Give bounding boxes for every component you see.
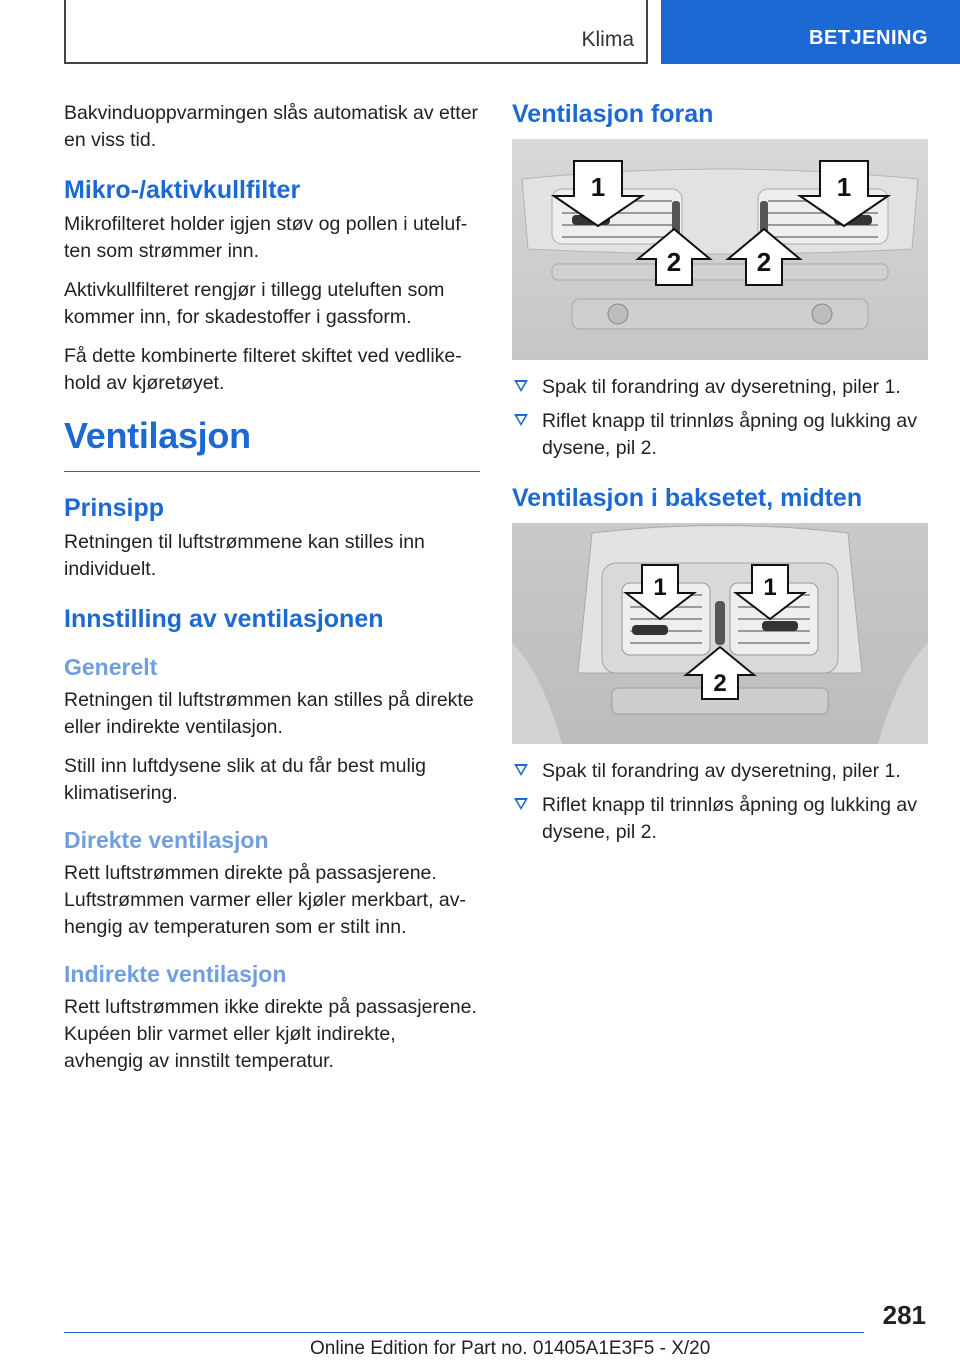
front-vent-heading: Ventilasjon foran [512, 100, 714, 128]
footer-divider [64, 1332, 864, 1333]
bullet-triangle-icon [514, 414, 528, 426]
bullet-triangle-icon [514, 380, 528, 392]
front-arrow-label-1b: 1 [836, 172, 852, 202]
list-item [512, 792, 928, 846]
rear-arrow-label-1a: 1 [653, 574, 667, 601]
front-vent-list [512, 374, 928, 462]
indirect-heading: Indirekte ventilasjon [64, 961, 287, 987]
rear-arrow-label-1b: 1 [763, 574, 777, 601]
direct-text: Rett luftstrømmen direkte på passasjerene. Luftstrømmen varmer eller kjøler merkbart, avhengig av temperaturen som er stilt inn. [64, 862, 466, 938]
front-arrow-label-2a: 2 [666, 247, 682, 277]
section-title: Klima [581, 28, 634, 51]
rear-bullet-1: Spak til forandring av dyseretning, piler 1. [542, 760, 901, 782]
rear-bullet-2: Riflet knapp til trinnløs åpning og lukking av dysene, pil 2. [542, 794, 918, 843]
left-column [64, 100, 480, 1087]
setting-heading: Innstilling av ventilasjonen [64, 605, 384, 633]
chapter-label: BETJENING [809, 26, 928, 49]
list-item [512, 408, 928, 462]
rear-vent-list [512, 758, 928, 846]
front-vents-image [512, 139, 928, 360]
general-text-1: Retningen til luftstrømmen kan stilles på direkte eller indirekte ventilasjon. [64, 689, 474, 738]
front-arrow-label-1a: 1 [590, 172, 606, 202]
bullet-triangle-icon [514, 764, 528, 776]
front-bullet-2: Riflet knapp til trinnløs åpning og lukking av dysene, pil 2. [542, 410, 918, 459]
rear-vents-image [512, 523, 928, 744]
intro-text: Bakvinduoppvarmingen slås automatisk av etter en viss tid. [64, 102, 479, 151]
rear-arrow-label-2: 2 [713, 670, 727, 697]
chapter-tab[interactable] [661, 0, 960, 64]
filter-text-2: Aktivkullfilteret rengjør i tillegg uteluften som kommer inn, for skadestoffer i gassform. [64, 279, 445, 328]
list-item [512, 758, 928, 785]
edition-link[interactable]: Online Edition for Part no. 01405A1E3F5 - X/20 [310, 1338, 711, 1359]
principle-text: Retningen til luftstrømmene kan stilles inn individuelt. [64, 531, 425, 580]
direct-heading: Direkte ventilasjon [64, 827, 269, 853]
bullet-triangle-icon [514, 798, 528, 810]
general-heading: Generelt [64, 654, 158, 680]
filter-text-3: Få dette kombinerte filteret skiftet ved vedlikehold av kjøretøyet. [64, 345, 462, 394]
header-frame [64, 0, 648, 64]
right-column [512, 100, 928, 853]
front-arrow-label-2b: 2 [756, 247, 772, 277]
principle-heading: Prinsipp [64, 494, 165, 522]
filter-text-1: Mikrofilteret holder igjen støv og pollen i uteluften som strømmer inn. [64, 213, 468, 262]
general-text-2: Still inn luftdysene slik at du får best mulig klimatisering. [64, 755, 427, 804]
rear-vent-heading: Ventilasjon i baksetet, midten [512, 484, 863, 512]
filter-heading: Mikro-/aktivkullfilter [64, 176, 301, 204]
list-item [512, 374, 928, 401]
page-number: 281 [882, 1300, 926, 1330]
indirect-text: Rett luftstrømmen ikke direkte på passasjerene. Kupéen blir varmet eller kjølt indirekte, avhengig av innstilt temperatur. [64, 996, 477, 1072]
front-bullet-1: Spak til forandring av dyseretning, piler 1. [542, 376, 901, 398]
chapter-heading: Ventilasjon [64, 415, 480, 472]
